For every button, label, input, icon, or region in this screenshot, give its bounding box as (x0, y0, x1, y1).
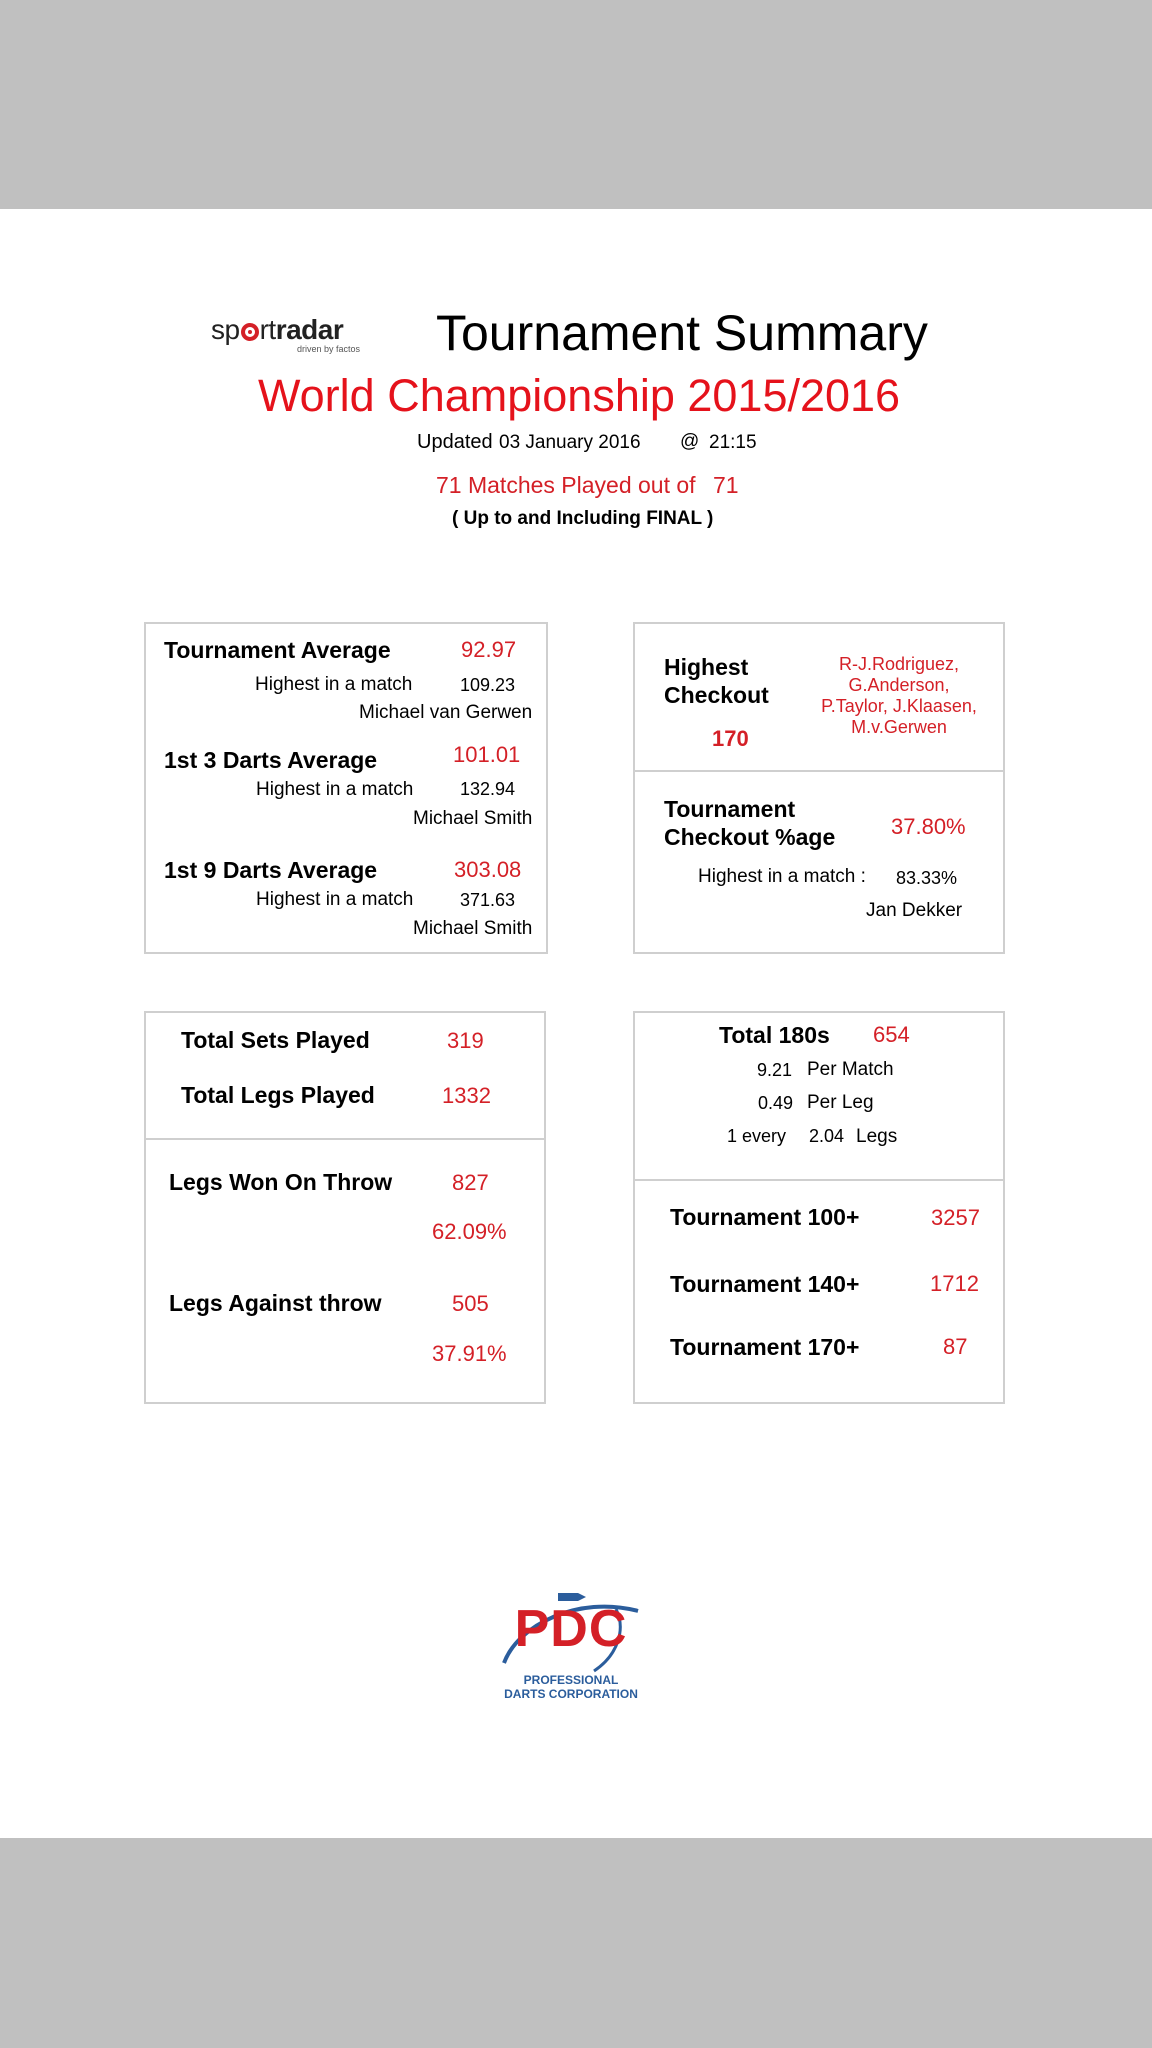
tournament-100-value: 3257 (931, 1205, 980, 1230)
first9-average-value: 303.08 (454, 857, 522, 882)
checkout-pct-label-1: Tournament (664, 796, 796, 822)
total-legs-label: Total Legs Played (181, 1082, 375, 1108)
tournament-140-value: 1712 (930, 1271, 979, 1296)
at-symbol: @ (680, 431, 700, 452)
first3-highest-player: Michael Smith (413, 808, 533, 829)
every-label: 1 every (727, 1126, 787, 1146)
total-180s-label: Total 180s (719, 1022, 830, 1048)
per-match-value: 9.21 (757, 1060, 793, 1080)
per-match-label: Per Match (807, 1059, 894, 1080)
tournament-170-label: Tournament 170+ (670, 1334, 860, 1360)
pdc-text: PDC (514, 1600, 628, 1658)
checkout-player: G.Anderson, (848, 675, 950, 695)
sportradar-logo (211, 314, 397, 354)
pdc-logo (498, 1585, 644, 1705)
checkout-pct-label-2: Checkout %age (664, 824, 836, 850)
logo-tagline: driven by factos (297, 344, 361, 354)
checkout-player: M.v.Gerwen (851, 717, 947, 737)
first9-highest-label: Highest in a match (256, 889, 414, 910)
checkout-player: P.Taylor, J.Klaasen, (821, 696, 977, 716)
first3-highest-value: 132.94 (460, 779, 516, 799)
page-title: Tournament Summary (436, 305, 928, 361)
first3-average-value: 101.01 (453, 742, 521, 767)
tournament-highest-player: Michael van Gerwen (359, 702, 533, 723)
highest-checkout-label-2: Checkout (664, 682, 769, 708)
first9-highest-player: Michael Smith (413, 918, 533, 939)
highest-checkout-value: 170 (712, 726, 749, 751)
per-leg-value: 0.49 (758, 1093, 794, 1113)
legs-against-throw-value: 505 (452, 1291, 489, 1316)
checkout-pct-highest-player: Jan Dekker (866, 900, 963, 921)
championship-title: World Championship 2015/2016 (258, 370, 901, 421)
tournament-170-value: 87 (943, 1334, 968, 1359)
highest-checkout-label-1: Highest (664, 654, 749, 680)
every-value: 2.04 (809, 1126, 845, 1146)
top-band (0, 0, 1152, 209)
checkout-pct-highest-label: Highest in a match : (698, 866, 866, 887)
updated-date: 03 January 2016 (499, 432, 641, 453)
legs-won-on-throw-value: 827 (452, 1170, 489, 1195)
total-sets-label: Total Sets Played (181, 1027, 370, 1053)
pdc-line1: PROFESSIONAL (523, 1673, 619, 1687)
updated-time: 21:15 (709, 432, 757, 453)
bottom-band (0, 1838, 1152, 2048)
tournament-highest-label: Highest in a match (255, 674, 413, 695)
scoring-divider (633, 1179, 1005, 1181)
sets-legs-divider (144, 1138, 546, 1140)
logo-text-pre: sp (211, 314, 240, 345)
legs-against-throw-label: Legs Against throw (169, 1290, 382, 1316)
logo-text-mid: rt (259, 314, 276, 345)
updated-label: Updated (417, 431, 493, 453)
total-180s-value: 654 (873, 1022, 910, 1047)
tournament-average-label: Tournament Average (164, 637, 391, 663)
matches-played: 71 Matches Played out of (436, 472, 696, 498)
matches-total: 71 (713, 472, 739, 498)
total-sets-value: 319 (447, 1028, 484, 1053)
first9-highest-value: 371.63 (460, 890, 516, 910)
checkout-pct-highest-value: 83.33% (896, 868, 958, 888)
every-unit: Legs (856, 1126, 898, 1147)
legs-against-throw-pct: 37.91% (432, 1341, 507, 1366)
logo-o-icon (241, 323, 259, 341)
logo-text-bold: radar (275, 314, 344, 345)
legs-won-on-throw-pct: 62.09% (432, 1219, 507, 1244)
checkout-divider (633, 770, 1005, 772)
checkout-pct-value: 37.80% (891, 814, 966, 839)
highest-checkout-players (800, 654, 998, 738)
checkout-player: R-J.Rodriguez, (838, 654, 960, 674)
tournament-140-label: Tournament 140+ (670, 1271, 860, 1297)
legs-won-on-throw-label: Legs Won On Throw (169, 1169, 393, 1195)
first9-average-label: 1st 9 Darts Average (164, 857, 378, 883)
tournament-highest-value: 109.23 (460, 675, 516, 695)
pdc-line2: DARTS CORPORATION (504, 1687, 638, 1701)
first3-average-label: 1st 3 Darts Average (164, 747, 378, 773)
per-leg-label: Per Leg (807, 1092, 874, 1113)
total-legs-value: 1332 (442, 1083, 491, 1108)
scope-note: ( Up to and Including FINAL ) (452, 508, 714, 529)
tournament-average-value: 92.97 (461, 637, 517, 662)
first3-highest-label: Highest in a match (256, 779, 414, 800)
tournament-100-label: Tournament 100+ (670, 1204, 860, 1230)
